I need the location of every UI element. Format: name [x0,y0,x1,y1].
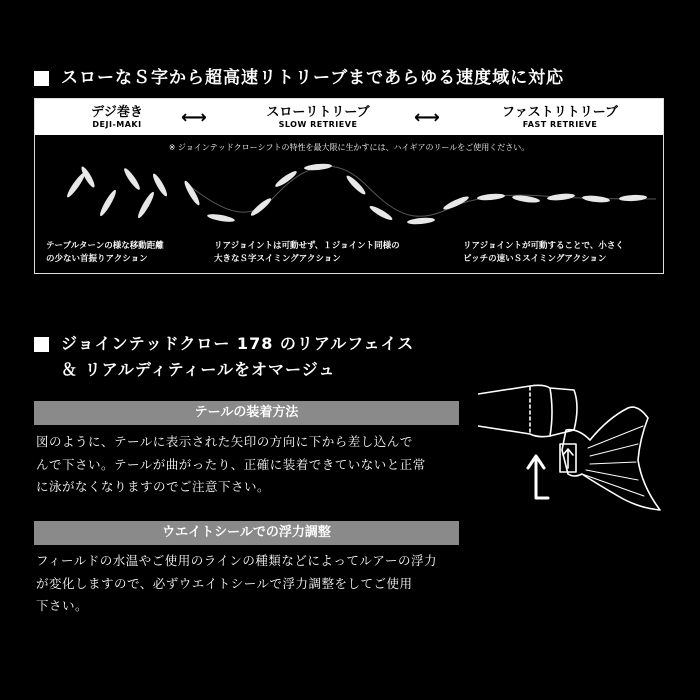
double-arrow-icon: ⟷ [181,107,207,128]
section1-heading-text: スローなＳ字から超高速リトリーブまであらゆる速度域に対応 [61,68,565,88]
fast-description [463,240,624,266]
tail-text-line: に泳がなくなりますのでご注意下さい。 [36,479,271,494]
slow-retrieve-lures [182,163,435,225]
lure-icon [249,196,273,217]
section2-heading-line1 [34,331,414,357]
weight-text-line: が変化しますので、必ずウエイトシールで浮力調整をしてご使用 [36,575,413,591]
mode-dejimaki-en: DEJI-MAKI [92,120,142,129]
section2-heading [34,331,414,383]
mode-fast-retrieve [475,101,645,129]
section2-heading-line1-text: ジョインテッドクロー 178 のリアルフェイス [61,334,415,353]
tail-attachment-diagram [478,378,664,518]
description-line: の少ない首振りアクション [46,254,148,264]
lure-icon [582,195,610,204]
tail-text-line: 図のように、テールに表示された矢印の方向に下から差し込んで [36,434,413,449]
dejimaki-description [46,240,164,266]
lure-icon [98,189,118,218]
lure-icon [477,193,505,201]
description-line: ピッチの速いＳスイミングアクション [463,254,607,264]
mode-dejimaki [62,101,172,129]
description-line: リアジョイントは可動せず、１ジョイント同様の [214,241,400,251]
dejimaki-lures [65,165,169,219]
weight-section-title: ウエイトシールでの浮力調整 [34,521,459,545]
lure-icon [407,217,435,225]
lure-icon [345,174,368,197]
lure-icon [122,167,142,192]
reel-note: ※ ジョインテッドクローシフトの特性を最大限に生かすには、ハイギアのリールをご使用ください。 [168,143,530,152]
tail-text-line: んで下さい。テールが曲がったり、正確に装着できていないと正常 [36,456,426,472]
weight-text-line: フィールドの水温やご使用のラインの種類などによってルアーの浮力 [36,553,438,568]
slow-description [214,240,400,266]
tail-instructions [36,431,461,499]
lure-body-outline [478,385,577,436]
lure-icon [368,204,394,222]
mode-slow-retrieve [238,101,398,129]
joint-line [550,388,552,436]
swimming-action-illustration [36,155,662,237]
mode-slow-en: SLOW RETRIEVE [278,120,358,129]
description-line: テーブルターンの様な移動距離 [46,241,164,251]
fast-retrieve-lures [442,193,647,212]
section2-heading-line2: ＆ リアルディティールをオマージュ [61,360,336,379]
section1-heading [34,63,564,88]
double-arrow-icon: ⟷ [414,107,440,128]
weight-instructions [36,550,461,618]
heading-square-icon [34,71,49,86]
heading-square-icon [34,337,49,352]
lure-icon [304,163,332,171]
lure-icon [619,194,647,201]
description-line: リアジョイントが可動することで、小さく [463,241,624,251]
lure-icon [136,191,156,220]
fin-ray-lines [582,426,644,496]
mode-dejimaki-jp: デジ巻き [91,105,143,120]
tail-section-title: テールの装着方法 [34,401,459,425]
lure-icon [207,213,236,224]
lure-icon [547,193,575,202]
lure-icon [274,169,299,189]
mode-fast-en: FAST RETRIEVE [522,120,598,129]
mode-fast-jp: ファストリトリーブ [501,105,619,120]
lure-icon [442,194,470,211]
description-line: 大きなＳ字スイミングアクション [214,254,341,264]
mode-slow-jp: スローリトリーブ [266,105,370,120]
weight-text-line: 下さい。 [36,598,89,613]
